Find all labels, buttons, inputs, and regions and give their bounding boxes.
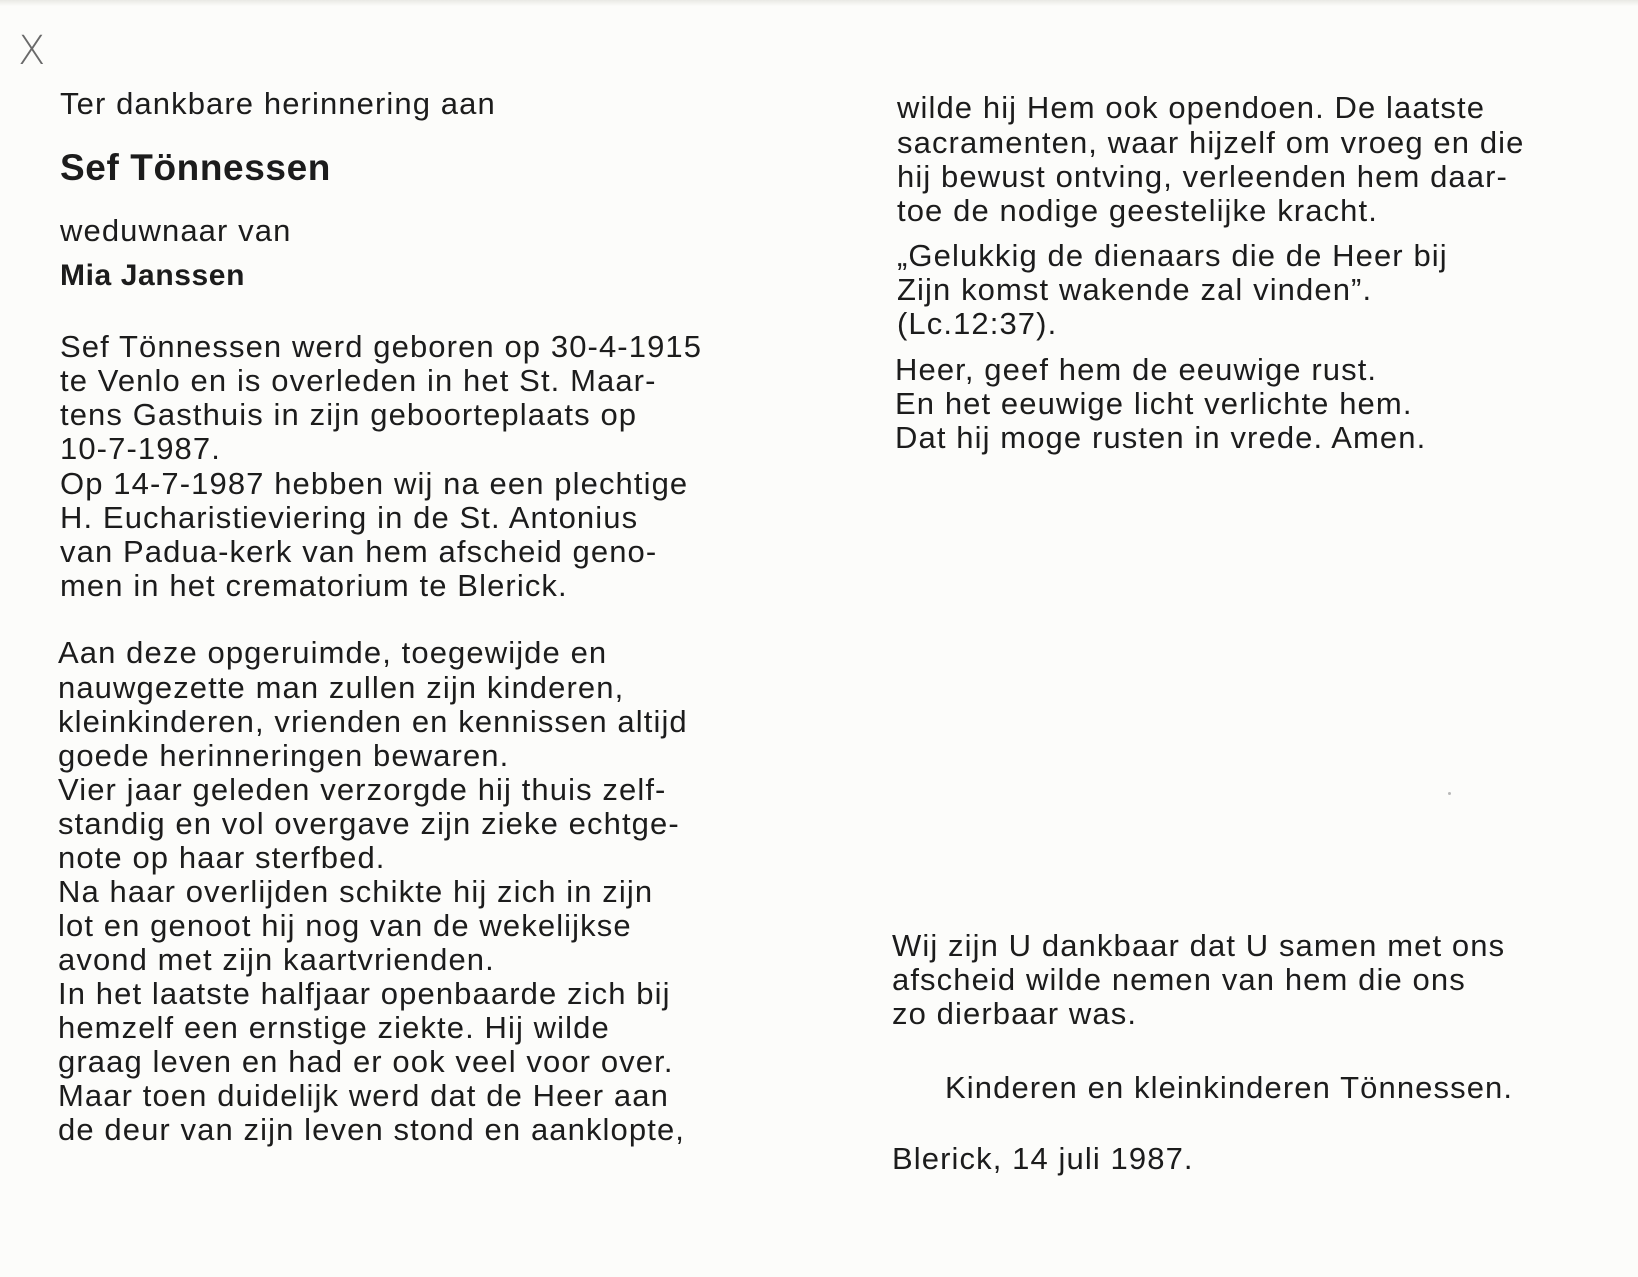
right-text-line: „Gelukkig de dienaars die de Heer bij xyxy=(897,238,1448,273)
signature-line: Kinderen en kleinkinderen Tönnessen. xyxy=(945,1070,1514,1105)
left-text-line: tens Gasthuis in zijn geboorteplaats op xyxy=(60,397,638,432)
thanks-line: afscheid wilde nemen van hem die ons xyxy=(892,962,1466,997)
left-text-line: Op 14-7-1987 hebben wij na een plechtige xyxy=(60,466,689,501)
right-text-line: toe de nodige geestelijke kracht. xyxy=(897,193,1378,228)
left-text-line: Aan deze opgeruimde, toegewijde en xyxy=(58,635,608,670)
left-text-line: Na haar overlijden schikte hij zich in zijn xyxy=(58,874,654,909)
left-text-line: men in het crematorium te Blerick. xyxy=(60,568,568,603)
relation-text: weduwnaar van xyxy=(60,213,292,248)
left-text-line: graag leven en had er ook veel voor over. xyxy=(58,1044,674,1079)
left-text-line: nauwgezette man zullen zijn kinderen, xyxy=(58,670,625,705)
memorial-heading: Ter dankbare herinnering aan xyxy=(60,86,496,121)
left-text-line: lot en genoot hij nog van de wekelijkse xyxy=(58,908,632,943)
right-text-line: (Lc.12:37). xyxy=(897,306,1058,341)
card-top-edge xyxy=(0,0,1638,6)
left-text-line: kleinkinderen, vrienden en kennissen altijd xyxy=(58,704,688,739)
right-text-line: Dat hij moge rusten in vrede. Amen. xyxy=(895,420,1427,455)
place-date: Blerick, 14 juli 1987. xyxy=(892,1141,1194,1176)
left-text-line: de deur van zijn leven stond en aanklopte, xyxy=(58,1112,685,1147)
right-text-line: sacramenten, waar hijzelf om vroeg en die xyxy=(897,125,1525,160)
right-text-line: wilde hij Hem ook opendoen. De laatste xyxy=(897,90,1486,125)
paper-speck xyxy=(1448,792,1451,795)
left-text-line: H. Eucharistieviering in de St. Antonius xyxy=(60,500,639,535)
left-text-line: hemzelf een ernstige ziekte. Hij wilde xyxy=(58,1010,610,1045)
spouse-name: Mia Janssen xyxy=(60,259,246,292)
left-text-line: In het laatste halfjaar openbaarde zich bij xyxy=(58,976,671,1011)
left-text-line: goede herinneringen bewaren. xyxy=(58,738,510,773)
left-text-line: te Venlo en is overleden in het St. Maar- xyxy=(60,363,657,398)
right-text-line: hij bewust ontving, verleenden hem daar- xyxy=(897,159,1508,194)
left-text-line: note op haar sterfbed. xyxy=(58,840,386,875)
thanks-line: Wij zijn U dankbaar dat U samen met ons xyxy=(892,928,1506,963)
right-text-line: Heer, geef hem de eeuwige rust. xyxy=(895,352,1378,387)
right-text-line: En het eeuwige licht verlichte hem. xyxy=(895,386,1413,421)
thanks-line: zo dierbaar was. xyxy=(892,996,1138,1031)
pencil-mark: X xyxy=(18,28,46,74)
left-text-line: avond met zijn kaartvrienden. xyxy=(58,942,495,977)
deceased-name: Sef Tönnessen xyxy=(60,147,331,188)
left-text-line: standig en vol overgave zijn zieke echtge- xyxy=(58,806,680,841)
left-text-line: Vier jaar geleden verzorgde hij thuis zelf- xyxy=(58,772,667,807)
left-text-line: Maar toen duidelijk werd dat de Heer aan xyxy=(58,1078,669,1113)
left-text-line: Sef Tönnessen werd geboren op 30-4-1915 xyxy=(60,329,703,364)
left-text-line: van Padua-kerk van hem afscheid geno- xyxy=(60,534,658,569)
right-text-line: Zijn komst wakende zal vinden”. xyxy=(897,272,1373,307)
left-text-line: 10-7-1987. xyxy=(60,431,221,466)
